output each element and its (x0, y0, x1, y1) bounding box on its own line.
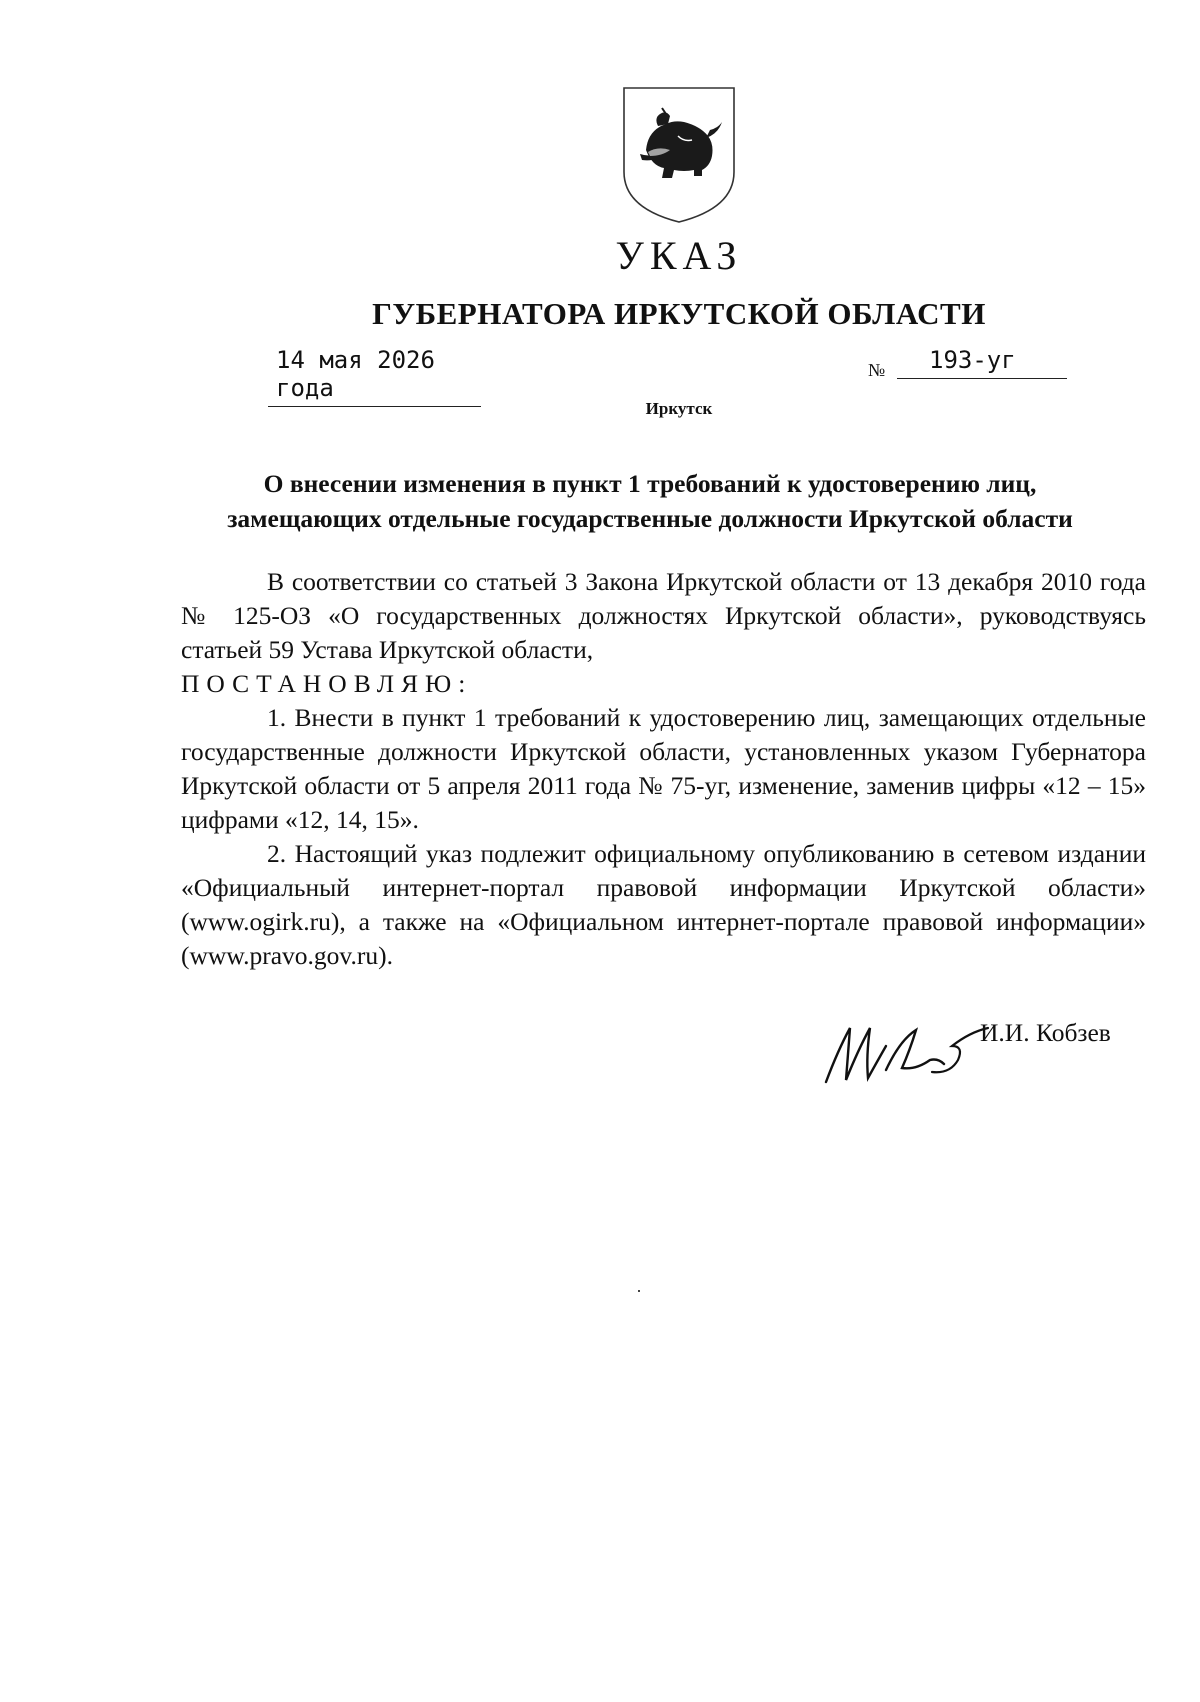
issuer-subtitle: ГУБЕРНАТОРА ИРКУТСКОЙ ОБЛАСТИ (372, 296, 986, 331)
coat-of-arms-icon (618, 80, 740, 225)
signer-name: И.И. Кобзев (980, 1018, 1111, 1047)
document-number: 193-уг (897, 346, 1067, 379)
item-2-paragraph: 2. Настоящий указ подлежит официальному опубликованию в сетевом издании «Официальный интернет-портал правовой информации Иркутской области» (www.ogirk.ru), а также на «Официальном интернет-портале правовой информации» (www.pravo.gov.ru). (181, 839, 1146, 970)
scan-dot (638, 1290, 640, 1292)
handwritten-signature (820, 1010, 990, 1090)
decree-word: ПОСТАНОВЛЯЮ: (181, 669, 473, 698)
document-body (181, 565, 1146, 973)
number-label: № (868, 360, 886, 380)
heading-line-1: О внесении изменения в пункт 1 требований к удостоверению лиц, (263, 469, 1037, 498)
preamble-paragraph: В соответствии со статьей 3 Закона Иркутской области от 13 декабря 2010 года № 125-ОЗ «О государственных должностях Иркутской области», руководствуясь статьей 59 Устава Иркутской области, (181, 567, 1146, 664)
document-date: 14 мая 2026 года (268, 346, 481, 407)
document-title: УКАЗ (615, 233, 743, 278)
item-1-paragraph: 1. Внести в пункт 1 требований к удостоверению лиц, замещающих отдельные государственные должности Иркутской области, установленных указом Губернатора Иркутской области от 5 апреля 2011 года № 75-уг, изменение, заменив цифры «12 – 15» цифрами «12, 14, 15». (181, 703, 1146, 834)
heading-line-2: замещающих отдельные государственные должности Иркутской области (227, 504, 1073, 533)
city-label: Иркутск (645, 399, 713, 418)
document-heading (150, 466, 1150, 536)
